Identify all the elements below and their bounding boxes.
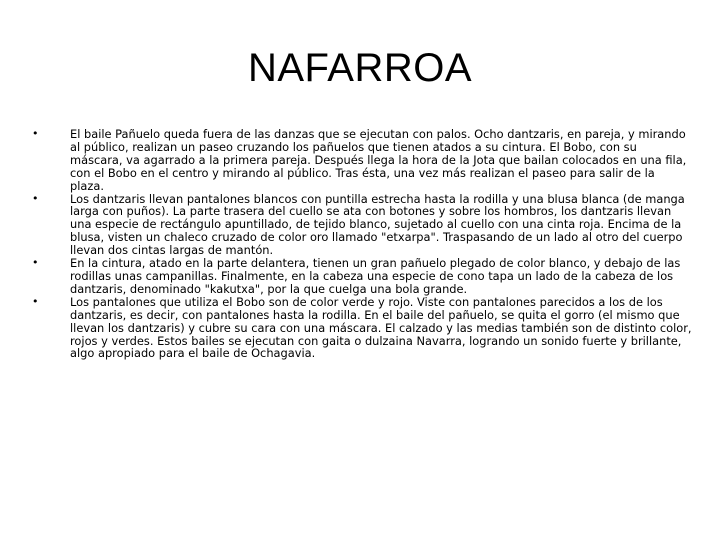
bullet-item (32, 128, 692, 193)
bullet-text: Los pantalones que utiliza el Bobo son de color verde y rojo. Viste con pantalones parecidos a los de los dantzaris, es decir, con pantalones hasta la rodilla. En el baile del pañuelo, se quita el gorro (el mismo que llevan los dantzaris) y cubre su cara con una máscara. El calzado y las medias también son de distinto color, rojos y verdes. Estos bailes se ejecutan con gaita o dulzaina Navarra, logrando un sonido fuerte y brillante, algo apropiado para el baile de Ochagavia. (70, 294, 692, 361)
bullet-item (32, 257, 692, 296)
bullet-icon: • (32, 191, 39, 205)
bullet-text: En la cintura, atado en la parte delantera, tienen un gran pañuelo plegado de color blanco, y debajo de las rodillas unas campanillas. Finalmente, en la cabeza una especie de cono tapa un lado de la cabeza de los dantzaris, denominado "kakutxa", por la que cuelga una bola grande. (70, 256, 681, 296)
slide-title: NAFARROA (247, 46, 473, 90)
bullet-item (32, 296, 692, 361)
bullet-icon: • (32, 127, 39, 140)
bullet-icon: • (32, 294, 39, 308)
bullet-list (32, 128, 692, 360)
bullet-text: Los dantzaris llevan pantalones blancos con puntilla estrecha hasta la rodilla y una blusa blanca (de manga larga con puños). La parte trasera del cuello se ata con botones y sobre los hombros, los dantzaris llevan una especie de rectángulo apuntillado, de tejido blanco, sujetado al cuello con una cinta roja. Encima de la blusa, visten un chaleco cruzado de color oro llamado "etxarpa". Traspasando de un lado al otro del cuerpo llevan dos cintas largas de mantón. (70, 191, 685, 258)
bullet-item (32, 193, 692, 258)
bullet-icon: • (32, 256, 39, 270)
bullet-text: El baile Pañuelo queda fuera de las danzas que se ejecutan con palos. Ocho dantzaris, en pareja, y mirando al público, realizan un paseo cruzando los pañuelos que tienen atados a su cintura. El Bobo, con su máscara, va agarrado a la primera pareja. Después llega la hora de la Jota que bailan colocados en una fila, con el Bobo en el centro y mirando al público. Tras ésta, una vez más realizan el paseo para salir de la plaza. (70, 127, 687, 193)
